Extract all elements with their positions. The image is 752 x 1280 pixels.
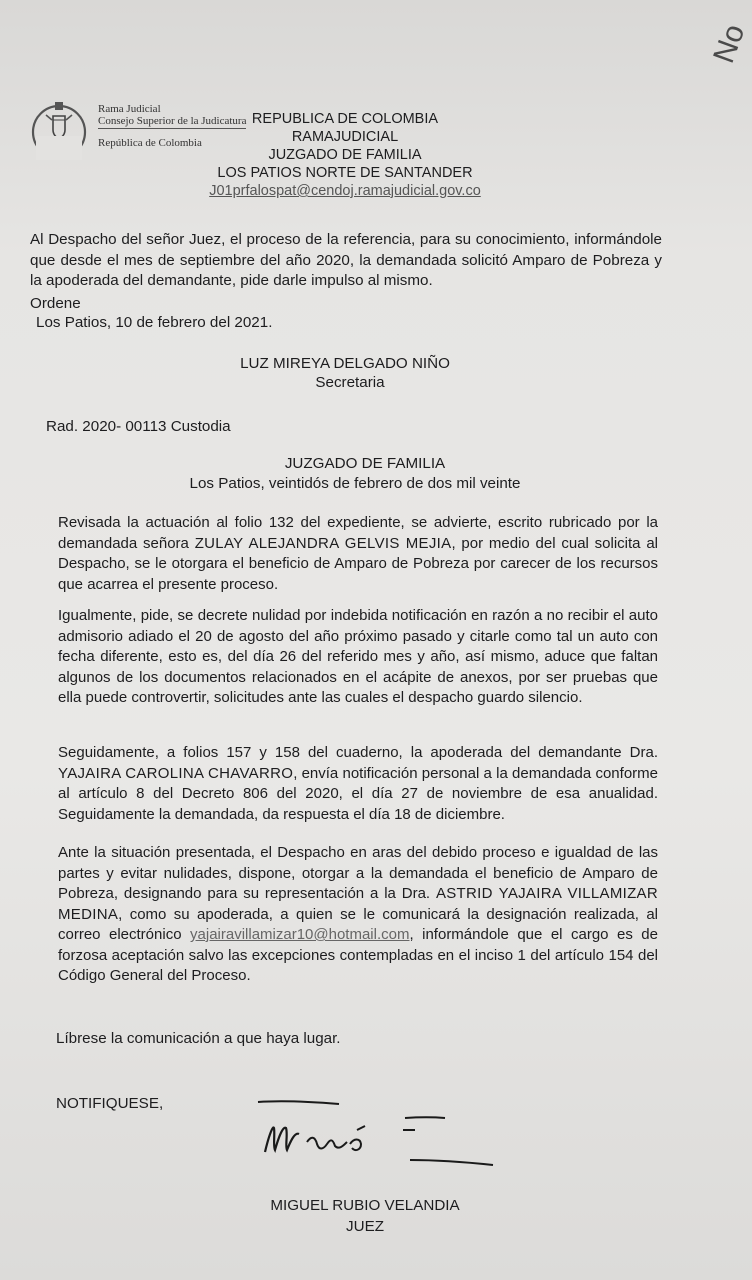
secretary-title: Secretaria — [315, 374, 385, 391]
handwritten-signature — [255, 1090, 505, 1190]
text-run: Seguidamente, a folios 157 y 158 del cuaderno, la apoderada del demandante Dra. — [58, 744, 658, 761]
party-name: ZULAY ALEJANDRA GELVIS MEJIA — [194, 534, 452, 552]
party-name: YAJAIRA CAROLINA CHAVARRO — [58, 764, 294, 782]
court-date: Los Patios, veintidós de febrero de dos mil veinte — [189, 475, 521, 492]
text-run: , envía notificación personal a la demandada conforme al artículo 8 del Decreto 806 del 2020, el día 27 de noviembre de esa anualidad. Seguidamente la demandada, da respuesta el día 18 de diciembre. — [58, 764, 658, 823]
secretary-name: LUZ MIREYA DELGADO NIÑO — [240, 355, 450, 372]
text-run: , como su apoderada, a quien se le comunicará la designación realizada, al correo electrónico — [58, 905, 658, 943]
party-name: ASTRID YAJAIRA VILLAMIZAR MEDINA — [58, 885, 658, 923]
text-run: Ante la situación presentada, el Despacho en aras del debido proceso e igualdad de las partes y evitar nulidades, dispone, otorgar a la demandada el beneficio de Amparo de Pobreza, designando para su representación a la Dra. — [58, 844, 658, 902]
court-title: JUZGADO DE FAMILIA — [284, 455, 446, 472]
report-paragraph: Al Despacho del señor Juez, el proceso de la referencia, para su conocimiento, informándole que desde el mes de septiembre del año 2020, la demandada solicitó Amparo de Pobreza y la apoderada del demandante, pide darle impulso al mismo. — [30, 231, 662, 289]
email-link[interactable]: yajairavillamizar10@hotmail.com — [190, 926, 410, 943]
judge-name: MIGUEL RUBIO VELANDIA — [270, 1197, 460, 1214]
rad-number: Rad. 2020- 00113 Custodia — [46, 418, 231, 435]
header-line: REPUBLICA DE COLOMBIA — [251, 111, 439, 127]
body-paragraph-3 — [58, 743, 658, 825]
header-email: J01prfalospat@cendoj.ramajudicial.gov.co — [209, 183, 481, 199]
body-paragraph-1 — [58, 513, 658, 595]
ordene-text: Ordene — [30, 295, 81, 312]
header-line: JUZGADO DE FAMILIA — [268, 147, 422, 163]
notify-text: NOTIFIQUESE, — [56, 1095, 164, 1112]
court-header — [180, 110, 510, 200]
body-paragraph-4 — [58, 843, 658, 987]
institution-line: Rama Judicial — [98, 103, 161, 115]
text-run: , por medio del cual solicita al Despacho, se le otorgara el beneficio de Amparo de Pobreza por carecer de los recursos que acarrea el presente proceso. — [58, 534, 659, 593]
header-line: RAMAJUDICIAL — [291, 129, 399, 145]
header-line: LOS PATIOS NORTE DE SANTANDER — [217, 165, 473, 181]
text-run: Revisada la actuación al folio 132 del expediente, se advierte, escrito rubricado por la demandada señora — [58, 514, 658, 552]
body-paragraph-2: Igualmente, pide, se decrete nulidad por indebida notificación en razón a no recibir el auto admisorio adiado el 20 de agosto del año próximo pasado y citarle como tal un auto con fecha diferente, esto es, del día 26 del referido mes y año, así mismo, aduce que faltan algunos de los documentos relacionados en el acápite de anexos, por ser pruebas que ella puede controvertir, solicitudes ante las cuales el despacho guardo silencio. — [58, 607, 658, 706]
report-date: Los Patios, 10 de febrero del 2021. — [36, 314, 273, 331]
institution-line: Consejo Superior de la Judicatura — [98, 115, 247, 127]
text-run: , informándole que el cargo es de forzosa aceptación salvo las excepciones contempladas en el inciso 1 del artículo 154 del Código General del Proceso. — [58, 926, 658, 984]
closing-line: Líbrese la comunicación a que haya lugar. — [56, 1030, 341, 1047]
coat-of-arms-icon — [28, 98, 90, 160]
corner-handwritten-mark: No — [706, 20, 752, 68]
institution-line: República de Colombia — [98, 137, 202, 149]
judge-title: JUEZ — [346, 1218, 384, 1235]
